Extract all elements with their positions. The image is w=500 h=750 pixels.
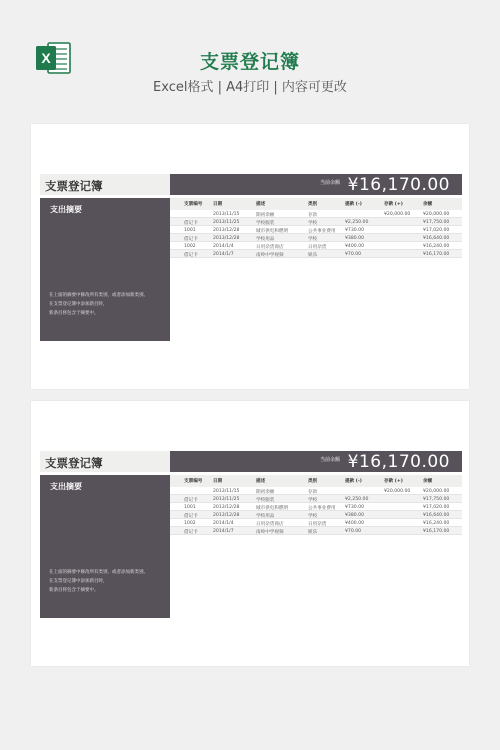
table-cell: ¥20,000.00 (384, 488, 411, 494)
table-cell: ¥730.00 (345, 504, 364, 510)
table-cell: 日用杂货商店 (256, 244, 284, 250)
table-cell: 借记卡 (184, 529, 198, 535)
table-cell: 学校服装 (256, 497, 275, 503)
table-row (170, 527, 462, 535)
column-header: 支票编号 (184, 202, 203, 207)
table-cell: ¥20,000.00 (423, 211, 450, 217)
table-cell: 2014/1/7 (213, 528, 234, 534)
table-cell: ¥16,640.00 (423, 512, 450, 518)
table-cell: 2013/12/28 (213, 512, 240, 518)
table-cell: ¥20,000.00 (384, 211, 411, 217)
table-cell: 2013/11/15 (213, 211, 240, 217)
table-cell: ¥16,240.00 (423, 520, 450, 526)
table-cell: 学校服装 (256, 220, 275, 226)
table-row (170, 519, 462, 527)
table-cell: 1002 (184, 520, 196, 526)
note-line: 新条目将包含于摘要中。 (49, 588, 99, 593)
balance-label: 当前余额 (320, 180, 341, 186)
table-cell: 公共事业费用 (308, 505, 336, 511)
page-subtitle: Excel格式 | A4打印 | 内容可更改 (153, 80, 347, 95)
table-cell: 2013/12/28 (213, 504, 240, 510)
table-cell: ¥17,750.00 (423, 219, 450, 225)
table-cell: 学校 (308, 236, 318, 242)
table-cell: ¥16,240.00 (423, 243, 450, 249)
column-header: 日期 (213, 479, 223, 484)
table-row (170, 250, 462, 258)
table-cell: ¥16,170.00 (423, 251, 450, 257)
table-cell: 学校 (308, 220, 318, 226)
column-header: 存款 (+) (384, 479, 403, 484)
expense-summary-label: 支出摘要 (50, 205, 82, 214)
column-header: 存款 (+) (384, 202, 403, 207)
table-cell: 2013/12/28 (213, 227, 240, 233)
table-cell: 城市供电和燃明 (256, 505, 289, 511)
table-cell: 南岭中学视频 (256, 252, 284, 258)
table-cell: 1001 (184, 504, 196, 510)
table-cell: 日用杂货 (308, 521, 327, 527)
expense-summary-label: 支出摘要 (50, 482, 82, 491)
table-cell: 借记卡 (184, 513, 198, 519)
expense-summary-panel (40, 475, 170, 618)
table-row (170, 503, 462, 511)
table-row (170, 226, 462, 234)
column-header: 日期 (213, 202, 223, 207)
table-cell: 借记卡 (184, 220, 198, 226)
table-cell: 存款 (308, 212, 318, 218)
table-row (170, 218, 462, 226)
table-cell: ¥380.00 (345, 512, 364, 518)
column-header: 提款 (-) (345, 202, 362, 207)
balance-label: 当前余额 (320, 457, 341, 463)
table-cell: ¥400.00 (345, 520, 364, 526)
summary-note (49, 568, 167, 595)
table-cell: 存款 (308, 489, 318, 495)
column-header: 余额 (423, 479, 433, 484)
balance-value: ¥16,170.00 (347, 175, 450, 195)
column-header: 提款 (-) (345, 479, 362, 484)
table-cell: ¥730.00 (345, 227, 364, 233)
note-line: 在上面的摘要中修改所有类别，或者添加新类别。 (49, 293, 148, 298)
table-cell: ¥2,250.00 (345, 219, 369, 225)
balance-bar (170, 451, 462, 472)
table-cell: 南岭中学视频 (256, 529, 284, 535)
column-header: 描述 (256, 202, 266, 207)
table-cell: ¥16,640.00 (423, 235, 450, 241)
table-cell: 日用杂货 (308, 244, 327, 250)
header (0, 0, 500, 110)
table-cell: 学校 (308, 513, 318, 519)
table-cell: 日用杂货商店 (256, 521, 284, 527)
register-table (170, 198, 462, 258)
table-cell: ¥380.00 (345, 235, 364, 241)
note-line: 新条目将包含于摘要中。 (49, 311, 99, 316)
table-header (170, 475, 462, 487)
register-table (170, 475, 462, 535)
table-cell: 娱乐 (308, 252, 318, 258)
table-cell: 期初余额 (256, 489, 275, 495)
table-cell: ¥17,020.00 (423, 504, 450, 510)
excel-logo-letter: X (41, 50, 51, 66)
table-cell: 娱乐 (308, 529, 318, 535)
table-cell: 2013/11/25 (213, 496, 240, 502)
table-cell: 期初余额 (256, 212, 275, 218)
note-line: 在支票登记簿中添加新目时， (49, 302, 108, 307)
table-row (170, 487, 462, 495)
table-cell: ¥17,020.00 (423, 227, 450, 233)
table-row (170, 495, 462, 503)
table-cell: 1001 (184, 227, 196, 233)
table-cell: 2013/11/25 (213, 219, 240, 225)
table-cell: ¥70.00 (345, 251, 362, 257)
table-row (170, 511, 462, 519)
table-cell: 学校 (308, 497, 318, 503)
table-header (170, 198, 462, 210)
table-cell: 1002 (184, 243, 196, 249)
note-line: 在上面的摘要中修改所有类别，或者添加新类别。 (49, 570, 148, 575)
table-cell: 2014/1/7 (213, 251, 234, 257)
table-cell: 2013/11/15 (213, 488, 240, 494)
sheet-title: 支票登记簿 (40, 174, 170, 195)
summary-note (49, 291, 167, 318)
table-cell: 2014/1/4 (213, 243, 234, 249)
table-row (170, 210, 462, 218)
table-cell: ¥70.00 (345, 528, 362, 534)
table-cell: 借记卡 (184, 497, 198, 503)
table-cell: ¥2,250.00 (345, 496, 369, 502)
expense-summary-panel (40, 198, 170, 341)
column-header: 类别 (308, 202, 318, 207)
table-row (170, 234, 462, 242)
table-cell: 学校用品 (256, 236, 275, 242)
table-row (170, 242, 462, 250)
table-cell: ¥400.00 (345, 243, 364, 249)
table-cell: 城市供电和燃明 (256, 228, 289, 234)
sheet-title: 支票登记簿 (40, 451, 170, 472)
column-header: 类别 (308, 479, 318, 484)
column-header: 支票编号 (184, 479, 203, 484)
table-cell: ¥17,750.00 (423, 496, 450, 502)
table-cell: 借记卡 (184, 236, 198, 242)
table-cell: ¥20,000.00 (423, 488, 450, 494)
sheet-preview-1 (31, 124, 469, 389)
column-header: 余额 (423, 202, 433, 207)
table-cell: 学校用品 (256, 513, 275, 519)
table-cell: ¥16,170.00 (423, 528, 450, 534)
page-title: 支票登记簿 (199, 51, 300, 73)
table-cell: 公共事业费用 (308, 228, 336, 234)
column-header: 描述 (256, 479, 266, 484)
sheet-preview-2 (31, 401, 469, 666)
table-cell: 2014/1/4 (213, 520, 234, 526)
table-cell: 2013/12/28 (213, 235, 240, 241)
note-line: 在支票登记簿中添加新目时， (49, 579, 108, 584)
balance-value: ¥16,170.00 (347, 452, 450, 472)
balance-bar (170, 174, 462, 195)
table-cell: 借记卡 (184, 252, 198, 258)
